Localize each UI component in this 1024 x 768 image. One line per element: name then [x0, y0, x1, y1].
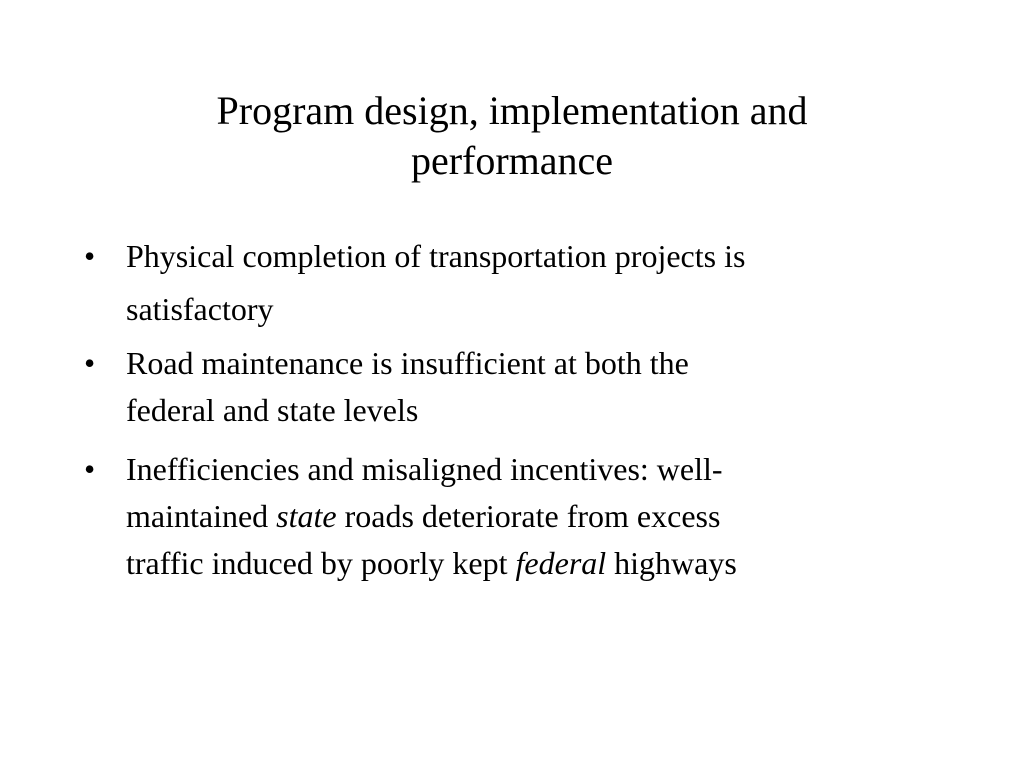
bullet-item-physical-completion [84, 230, 924, 336]
slide-title [150, 86, 874, 186]
title-line-2: performance [410, 138, 614, 183]
bullet-3-line-1: Inefficiencies and misaligned incentives: well- [126, 451, 723, 487]
bullet-2-line-2: federal and state levels [126, 392, 419, 428]
bullet-3-line-3-pre: traffic induced by poorly kept [126, 545, 516, 581]
bullet-3-line-3 [126, 540, 924, 587]
bullet-3-line-2-pre: maintained [126, 498, 277, 534]
bullet-dot-icon: • [84, 238, 96, 274]
bullet-2-line-1: Road maintenance is insufficient at both the [126, 345, 689, 381]
bullet-item-road-maintenance [84, 340, 924, 434]
bullet-list [84, 230, 924, 599]
bullet-3-line-2 [126, 493, 924, 540]
bullet-3-line-3-post: highways [606, 545, 737, 581]
bullet-dot-icon: • [84, 451, 96, 487]
bullet-1-line-1: Physical completion of transportation projects is [126, 238, 746, 274]
bullet-dot-icon: • [84, 345, 96, 381]
bullet-item-inefficiencies [84, 446, 924, 587]
bullet-1-line-2: satisfactory [126, 291, 274, 327]
bullet-3-line-2-post: roads deteriorate from excess [336, 498, 721, 534]
title-line-1: Program design, implementation and [216, 88, 808, 133]
emphasis-state: state [276, 498, 337, 534]
emphasis-federal: federal [515, 545, 607, 581]
